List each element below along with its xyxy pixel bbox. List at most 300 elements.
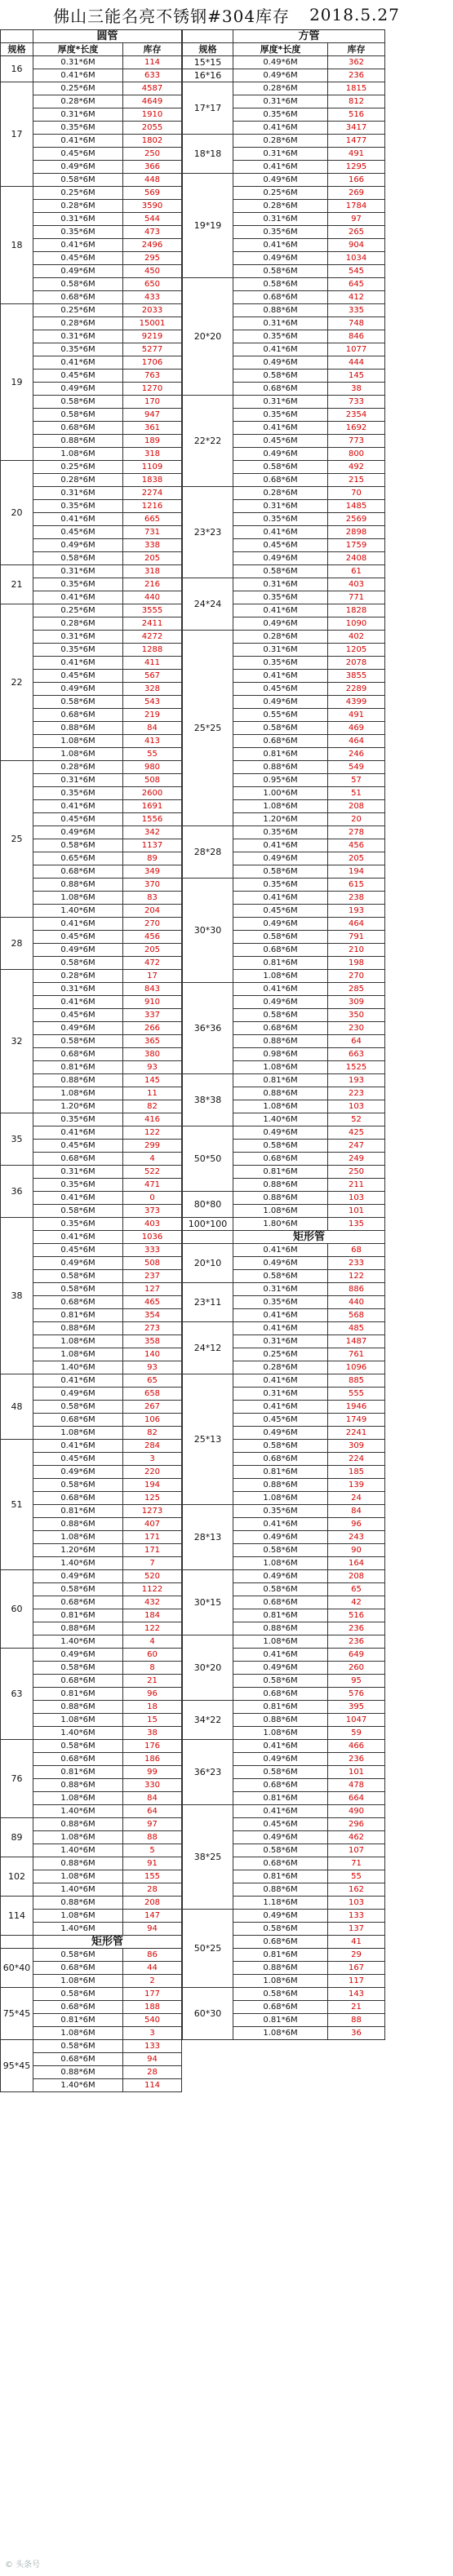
thickness-length-cell: 0.35*6M (233, 879, 328, 892)
stock-cell: 11 (123, 1087, 182, 1100)
stock-cell: 44 (123, 1962, 182, 1975)
stock-cell: 540 (123, 2014, 182, 2027)
stock-cell: 462 (328, 1831, 385, 1844)
spec-cell: 102 (1, 1857, 33, 1897)
stock-cell: 284 (123, 1440, 182, 1453)
thickness-length-cell: 0.81*6M (233, 957, 328, 970)
stock-cell: 236 (328, 1635, 385, 1649)
thickness-length-cell: 0.31*6M (33, 213, 123, 226)
thickness-length-cell: 0.49*6M (233, 552, 328, 565)
stock-cell: 373 (123, 1205, 182, 1218)
thickness-length-cell: 0.88*6M (33, 1322, 123, 1335)
thickness-length-cell: 0.49*6M (33, 161, 123, 174)
stock-cell: 89 (123, 852, 182, 865)
stock-cell: 520 (123, 1570, 182, 1583)
stock-cell: 846 (328, 330, 385, 343)
stock-cell: 492 (328, 461, 385, 474)
spec-cell: 51 (1, 1440, 33, 1570)
stock-cell: 24 (328, 1492, 385, 1505)
spec-cell: 20 (1, 461, 33, 565)
stock-cell: 41 (328, 1936, 385, 1949)
thickness-length-cell: 0.45*6M (233, 905, 328, 918)
table-row (183, 1740, 385, 1753)
thickness-length-cell: 1.08*6M (233, 1975, 328, 1988)
thickness-length-cell: 0.49*6M (233, 1531, 328, 1544)
stock-cell: 1487 (328, 1335, 385, 1348)
stock-cell: 38 (123, 1727, 182, 1740)
thickness-length-cell: 0.58*6M (33, 1583, 123, 1596)
thickness-length-cell: 0.68*6M (33, 1492, 123, 1505)
spec-cell: 50*50 (183, 1126, 233, 1192)
stock-cell: 230 (328, 1022, 385, 1035)
stock-cell: 1295 (328, 161, 385, 174)
stock-cell: 4399 (328, 696, 385, 709)
thickness-length-cell: 0.49*6M (233, 1427, 328, 1440)
thickness-length-cell: 0.35*6M (233, 409, 328, 422)
thickness-length-cell: 0.58*6M (233, 1988, 328, 2001)
stock-cell: 68 (328, 1244, 385, 1257)
stock-cell: 403 (123, 1218, 182, 1231)
thickness-length-cell: 0.81*6M (33, 1061, 123, 1074)
spec-cell: 18*18 (183, 135, 233, 174)
stock-cell: 412 (328, 291, 385, 304)
stock-cell: 96 (123, 1688, 182, 1701)
column-header: 厚度*长度 (33, 43, 123, 56)
stock-cell: 549 (328, 761, 385, 774)
table-row (1, 461, 182, 474)
thickness-length-cell: 1.08*6M (233, 800, 328, 813)
stock-cell: 1692 (328, 422, 385, 435)
thickness-length-cell: 0.88*6M (33, 1518, 123, 1531)
stock-cell: 167 (328, 1962, 385, 1975)
stock-cell: 71 (328, 1857, 385, 1870)
stock-cell: 337 (123, 1009, 182, 1022)
stock-cell: 127 (123, 1283, 182, 1296)
stock-cell: 545 (328, 265, 385, 278)
spec-cell: 16 (1, 56, 33, 82)
stock-cell: 910 (123, 996, 182, 1009)
stock-cell: 103 (328, 1100, 385, 1113)
stock-cell: 2289 (328, 683, 385, 696)
thickness-length-cell: 0.88*6M (33, 1622, 123, 1635)
thickness-length-cell: 0.31*6M (33, 108, 123, 122)
stock-cell: 88 (328, 2014, 385, 2027)
thickness-length-cell: 1.08*6M (233, 1205, 328, 1218)
thickness-length-cell: 0.81*6M (233, 1870, 328, 1883)
thickness-length-cell: 0.41*6M (233, 892, 328, 905)
thickness-length-cell: 0.68*6M (233, 291, 328, 304)
stock-cell: 236 (328, 69, 385, 82)
thickness-length-cell: 0.41*6M (33, 1192, 123, 1205)
stock-cell: 270 (328, 970, 385, 983)
thickness-length-cell: 0.81*6M (233, 1949, 328, 1962)
stock-cell: 522 (123, 1166, 182, 1179)
stock-cell: 83 (123, 892, 182, 905)
spec-cell: 30*15 (183, 1570, 233, 1635)
thickness-length-cell: 0.45*6M (33, 813, 123, 826)
table-row (183, 983, 385, 996)
stock-cell: 411 (123, 657, 182, 670)
stock-cell: 2600 (123, 787, 182, 800)
thickness-length-cell: 0.58*6M (233, 722, 328, 735)
thickness-length-cell: 0.88*6M (233, 1883, 328, 1897)
stock-cell: 395 (328, 1701, 385, 1714)
stock-cell: 2274 (123, 487, 182, 500)
spec-cell: 38*38 (183, 1074, 233, 1126)
stock-cell: 84 (123, 722, 182, 735)
section-header-blank (183, 30, 233, 43)
thickness-length-cell: 0.31*6M (233, 396, 328, 409)
stock-cell: 947 (123, 409, 182, 422)
stock-cell: 2411 (123, 617, 182, 631)
spec-cell: 15*15 (183, 56, 233, 69)
thickness-length-cell: 0.68*6M (33, 1596, 123, 1609)
thickness-length-cell: 0.45*6M (233, 1818, 328, 1831)
table-row (183, 1701, 385, 1714)
stock-cell: 1477 (328, 135, 385, 148)
stock-cell: 508 (123, 1257, 182, 1270)
thickness-length-cell: 0.49*6M (233, 69, 328, 82)
spec-cell: 21 (1, 565, 33, 604)
thickness-length-cell: 1.08*6M (33, 735, 123, 748)
thickness-length-cell: 0.88*6M (33, 1818, 123, 1831)
thickness-length-cell: 1.40*6M (33, 1923, 123, 1936)
stock-cell: 1288 (123, 644, 182, 657)
table-row (183, 1635, 385, 1649)
thickness-length-cell: 0.49*6M (33, 539, 123, 552)
thickness-length-cell: 0.31*6M (233, 578, 328, 591)
spec-cell: 16*16 (183, 69, 233, 82)
stock-cell: 220 (123, 1466, 182, 1479)
thickness-length-cell: 0.35*6M (33, 1179, 123, 1192)
thickness-length-cell: 0.58*6M (233, 1009, 328, 1022)
thickness-length-cell: 1.08*6M (33, 1427, 123, 1440)
thickness-length-cell: 0.58*6M (33, 1401, 123, 1414)
stock-cell: 198 (328, 957, 385, 970)
stock-cell: 250 (123, 148, 182, 161)
thickness-length-cell: 0.41*6M (233, 1401, 328, 1414)
thickness-length-cell: 0.49*6M (233, 356, 328, 370)
stock-cell: 238 (328, 892, 385, 905)
thickness-length-cell: 0.88*6M (33, 2066, 123, 2079)
stock-cell: 731 (123, 526, 182, 539)
stock-cell: 155 (123, 1870, 182, 1883)
thickness-length-cell: 0.31*6M (233, 317, 328, 330)
thickness-length-cell: 0.49*6M (233, 174, 328, 187)
stock-cell: 3855 (328, 670, 385, 683)
stock-cell: 366 (123, 161, 182, 174)
thickness-length-cell: 0.68*6M (33, 291, 123, 304)
thickness-length-cell: 0.35*6M (233, 1505, 328, 1518)
stock-cell: 59 (328, 1727, 385, 1740)
stock-cell: 55 (328, 1870, 385, 1883)
thickness-length-cell: 0.88*6M (233, 304, 328, 317)
thickness-length-cell: 0.41*6M (33, 1231, 123, 1244)
stock-cell: 204 (123, 905, 182, 918)
table-row (1, 1949, 182, 1962)
thickness-length-cell: 0.58*6M (233, 1140, 328, 1153)
thickness-length-cell: 0.45*6M (33, 252, 123, 265)
stock-cell: 265 (328, 226, 385, 239)
thickness-length-cell: 1.08*6M (33, 1531, 123, 1544)
thickness-length-cell: 0.35*6M (33, 644, 123, 657)
thickness-length-cell: 0.45*6M (33, 1453, 123, 1466)
thickness-length-cell: 1.08*6M (33, 2027, 123, 2040)
stock-cell: 101 (328, 1205, 385, 1218)
stock-cell: 4272 (123, 631, 182, 644)
stock-cell: 224 (328, 1453, 385, 1466)
stock-cell: 469 (328, 722, 385, 735)
stock-cell: 216 (123, 578, 182, 591)
stock-cell: 269 (328, 187, 385, 200)
thickness-length-cell: 0.41*6M (233, 1649, 328, 1662)
stock-cell: 64 (328, 1035, 385, 1048)
table-row (1, 1857, 182, 1870)
stock-cell: 1270 (123, 383, 182, 396)
spec-cell: 23*23 (183, 487, 233, 578)
stock-cell: 1815 (328, 82, 385, 95)
thickness-length-cell: 1.40*6M (33, 1844, 123, 1857)
stock-cell: 543 (123, 696, 182, 709)
spec-cell: 34*22 (183, 1701, 233, 1740)
thickness-length-cell: 0.25*6M (233, 187, 328, 200)
stock-cell: 208 (123, 1897, 182, 1910)
thickness-length-cell: 0.41*6M (233, 1374, 328, 1388)
section-header-row (1, 30, 182, 43)
thickness-length-cell: 0.49*6M (233, 1257, 328, 1270)
thickness-length-cell: 0.58*6M (33, 1205, 123, 1218)
thickness-length-cell: 0.55*6M (233, 709, 328, 722)
stock-cell: 250 (328, 1166, 385, 1179)
stock-cell: 57 (328, 774, 385, 787)
stock-cell: 177 (123, 1988, 182, 2001)
stock-cell: 219 (123, 709, 182, 722)
thickness-length-cell: 0.49*6M (233, 1910, 328, 1923)
spec-cell: 19*19 (183, 174, 233, 278)
stock-cell: 5277 (123, 343, 182, 356)
thickness-length-cell: 0.31*6M (33, 565, 123, 578)
page-date: 2018.5.27 (309, 5, 400, 24)
stock-cell: 1691 (123, 800, 182, 813)
table-row (1, 304, 182, 317)
stock-cell: 86 (123, 1949, 182, 1962)
thickness-length-cell: 1.40*6M (233, 1113, 328, 1126)
thickness-length-cell: 1.08*6M (33, 1348, 123, 1361)
page-header (0, 0, 453, 29)
thickness-length-cell: 0.35*6M (233, 826, 328, 839)
thickness-length-cell: 0.41*6M (33, 800, 123, 813)
thickness-length-cell: 0.41*6M (233, 1805, 328, 1818)
thickness-length-cell: 0.88*6M (233, 1087, 328, 1100)
spec-cell: 100*100 (183, 1218, 233, 1231)
thickness-length-cell: 1.08*6M (33, 1870, 123, 1883)
thickness-length-cell: 0.88*6M (233, 1962, 328, 1975)
thickness-length-cell: 1.08*6M (33, 1975, 123, 1988)
stock-cell: 665 (123, 513, 182, 526)
stock-cell: 208 (328, 800, 385, 813)
rect-section-header-row (1, 1936, 182, 1949)
stock-cell: 2033 (123, 304, 182, 317)
thickness-length-cell: 0.49*6M (33, 1466, 123, 1479)
stock-cell: 1109 (123, 461, 182, 474)
stock-cell: 101 (328, 1766, 385, 1779)
thickness-length-cell: 0.31*6M (33, 1166, 123, 1179)
thickness-length-cell: 0.49*6M (33, 1649, 123, 1662)
table-row (183, 56, 385, 69)
stock-cell: 162 (328, 1883, 385, 1897)
spec-cell: 30*20 (183, 1635, 233, 1701)
stock-cell: 365 (123, 1035, 182, 1048)
stock-cell: 440 (123, 591, 182, 604)
stock-cell: 215 (328, 474, 385, 487)
stock-cell: 122 (123, 1622, 182, 1635)
thickness-length-cell: 0.49*6M (33, 1570, 123, 1583)
page-title: 佛山三能名亮不锈钢#304库存 (53, 6, 291, 26)
column-header-row (183, 43, 385, 56)
thickness-length-cell: 0.58*6M (33, 957, 123, 970)
stock-cell: 18 (123, 1701, 182, 1714)
table-row (183, 69, 385, 82)
thickness-length-cell: 0.35*6M (33, 578, 123, 591)
thickness-length-cell: 0.45*6M (33, 148, 123, 161)
thickness-length-cell: 0.35*6M (33, 343, 123, 356)
stock-cell: 84 (123, 1792, 182, 1805)
thickness-length-cell: 0.58*6M (233, 461, 328, 474)
thickness-length-cell: 0.49*6M (33, 265, 123, 278)
thickness-length-cell: 0.88*6M (33, 435, 123, 448)
thickness-length-cell: 1.08*6M (33, 748, 123, 761)
thickness-length-cell: 1.08*6M (233, 1635, 328, 1649)
thickness-length-cell: 0.28*6M (33, 761, 123, 774)
thickness-length-cell: 0.58*6M (33, 2040, 123, 2053)
thickness-length-cell: 0.58*6M (33, 1270, 123, 1283)
thickness-length-cell: 1.40*6M (33, 1361, 123, 1374)
table-row (1, 1440, 182, 1453)
stock-cell: 1828 (328, 604, 385, 617)
stock-cell: 1205 (328, 644, 385, 657)
table-row (1, 56, 182, 69)
stock-cell: 444 (328, 356, 385, 370)
table-row (1, 1218, 182, 1231)
table-row (1, 1374, 182, 1388)
spec-cell: 30*30 (183, 879, 233, 983)
thickness-length-cell: 0.41*6M (233, 239, 328, 252)
spec-cell: 48 (1, 1374, 33, 1440)
table-row (183, 487, 385, 500)
thickness-length-cell: 0.58*6M (233, 1270, 328, 1283)
stock-cell: 139 (328, 1479, 385, 1492)
spec-cell: 60 (1, 1570, 33, 1649)
thickness-length-cell: 0.68*6M (233, 383, 328, 396)
thickness-length-cell: 1.20*6M (33, 1544, 123, 1557)
stock-cell: 555 (328, 1388, 385, 1401)
stock-cell: 266 (123, 1022, 182, 1035)
thickness-length-cell: 0.81*6M (33, 1766, 123, 1779)
thickness-length-cell: 1.00*6M (233, 787, 328, 800)
column-header: 库存 (123, 43, 182, 56)
thickness-length-cell: 0.28*6M (33, 474, 123, 487)
thickness-length-cell: 0.41*6M (233, 1740, 328, 1753)
stock-cell: 95 (328, 1675, 385, 1688)
spec-cell: 63 (1, 1649, 33, 1740)
stock-cell: 205 (123, 552, 182, 565)
thickness-length-cell: 0.31*6M (233, 644, 328, 657)
thickness-length-cell: 0.68*6M (33, 1414, 123, 1427)
thickness-length-cell: 0.41*6M (233, 839, 328, 852)
stock-cell: 335 (328, 304, 385, 317)
thickness-length-cell: 0.25*6M (33, 304, 123, 317)
stock-cell: 1525 (328, 1061, 385, 1074)
stock-cell: 103 (328, 1897, 385, 1910)
table-row (183, 879, 385, 892)
stock-cell: 147 (123, 1910, 182, 1923)
spec-cell: 95*45 (1, 2040, 33, 2092)
thickness-length-cell: 0.35*6M (233, 513, 328, 526)
thickness-length-cell: 0.88*6M (233, 761, 328, 774)
thickness-length-cell: 0.58*6M (233, 1675, 328, 1688)
stock-cell: 904 (328, 239, 385, 252)
stock-cell: 456 (328, 839, 385, 852)
thickness-length-cell: 0.41*6M (233, 1322, 328, 1335)
stock-cell: 88 (123, 1831, 182, 1844)
thickness-length-cell: 0.58*6M (233, 1766, 328, 1779)
stock-cell: 330 (123, 1779, 182, 1792)
thickness-length-cell: 0.35*6M (33, 787, 123, 800)
stock-cell: 60 (123, 1649, 182, 1662)
stock-cell: 208 (328, 1570, 385, 1583)
stock-cell: 309 (328, 996, 385, 1009)
thickness-length-cell: 0.88*6M (233, 1179, 328, 1192)
stock-cell: 135 (328, 1218, 385, 1231)
thickness-length-cell: 0.45*6M (33, 1140, 123, 1153)
stock-cell: 615 (328, 879, 385, 892)
table-row (183, 1910, 385, 1923)
stock-cell: 407 (123, 1518, 182, 1531)
thickness-length-cell: 0.41*6M (33, 1126, 123, 1140)
column-header: 厚度*长度 (233, 43, 328, 56)
thickness-length-cell: 0.45*6M (233, 435, 328, 448)
thickness-length-cell: 1.08*6M (33, 448, 123, 461)
table-row (1, 1740, 182, 1753)
stock-cell: 4 (123, 1635, 182, 1649)
stock-cell: 402 (328, 631, 385, 644)
thickness-length-cell: 0.45*6M (33, 1009, 123, 1022)
stock-cell: 270 (123, 918, 182, 931)
stock-cell: 93 (123, 1361, 182, 1374)
thickness-length-cell: 1.08*6M (33, 1714, 123, 1727)
stock-cell: 171 (123, 1544, 182, 1557)
thickness-length-cell: 0.31*6M (233, 1388, 328, 1401)
table-row (183, 1244, 385, 1257)
column-header-row (1, 43, 182, 56)
stock-cell: 464 (328, 918, 385, 931)
stock-cell: 2 (123, 1975, 182, 1988)
stock-cell: 2241 (328, 1427, 385, 1440)
stock-cell: 380 (123, 1048, 182, 1061)
table-row (1, 1570, 182, 1583)
stock-cell: 51 (328, 787, 385, 800)
spec-cell: 25*13 (183, 1374, 233, 1505)
thickness-length-cell: 0.95*6M (233, 774, 328, 787)
thickness-length-cell: 0.68*6M (233, 1596, 328, 1609)
stock-cell: 1137 (123, 839, 182, 852)
stock-cell: 1802 (123, 135, 182, 148)
thickness-length-cell: 0.28*6M (33, 95, 123, 108)
thickness-length-cell: 0.88*6M (33, 879, 123, 892)
stock-cell: 448 (123, 174, 182, 187)
thickness-length-cell: 0.68*6M (233, 1022, 328, 1035)
stock-cell: 440 (328, 1296, 385, 1309)
